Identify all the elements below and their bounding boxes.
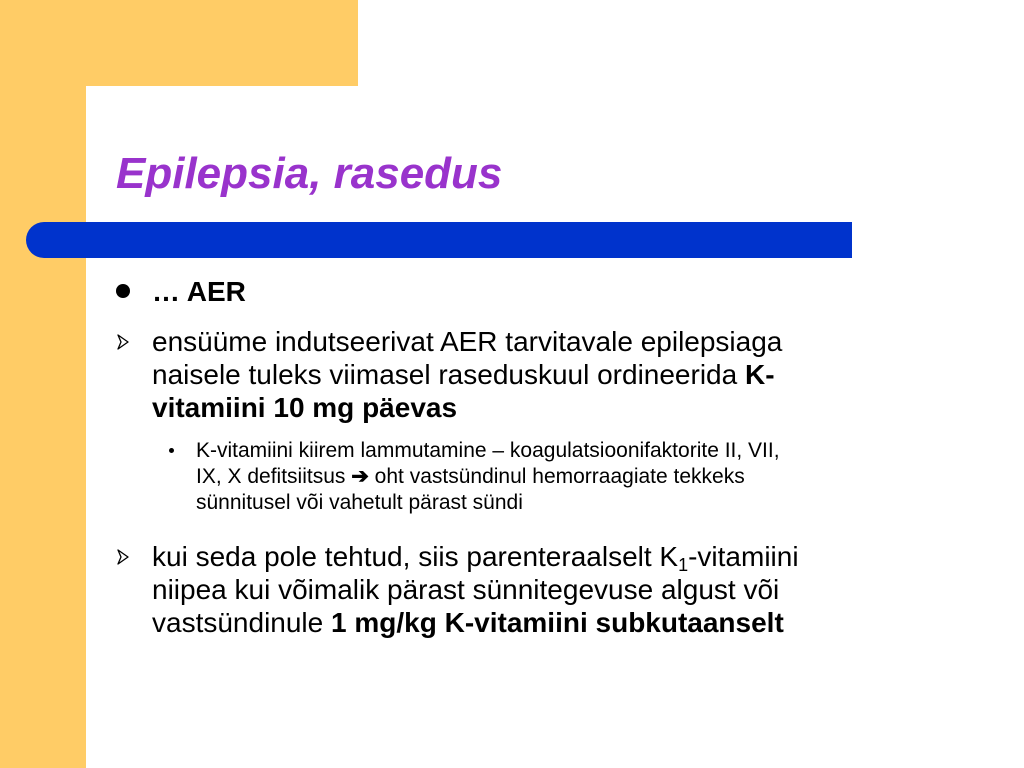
bullet-enzyme-line-2-bold: K- xyxy=(744,359,775,390)
bullet-enzyme-text xyxy=(152,325,972,424)
sub-bullet-line-3: sünnitusel või vahetult pärast sündi xyxy=(196,491,523,514)
bullet-parenteral-line-1-a: kui seda pole tehtud, siis parenteraalselt K xyxy=(152,541,679,572)
bullet-enzyme-line-3: vitamiini 10 mg päevas xyxy=(152,392,458,423)
arrowhead-bullet-icon xyxy=(115,334,131,350)
bullet-enzyme-line-2 xyxy=(152,358,972,391)
sub-bullet-line-1: K-vitamiini kiirem lammutamine – koagulatsioonifaktorite II, VII, xyxy=(196,439,780,462)
slide-title: Epilepsia, rasedus xyxy=(116,149,503,198)
arrowhead-bullet-icon xyxy=(115,549,131,565)
sub-bullet-vitamin-text xyxy=(196,438,996,516)
sub-bullet-line-2 xyxy=(196,464,996,490)
bullet-enzyme-line-2-normal: naisele tuleks viimasel raseduskuul ordineerida xyxy=(152,359,745,390)
bullet-parenteral-line-3 xyxy=(152,606,972,639)
sub-bullet-line-2-a: IX, X defitsiitsus xyxy=(196,465,352,488)
bullet-parenteral-line-3-normal: vastsündinule xyxy=(152,607,332,638)
small-bullet-dot-icon xyxy=(169,448,174,453)
subscript-one: 1 xyxy=(678,555,689,575)
bullet-parenteral-text xyxy=(152,540,972,639)
sub-bullet-line-2-b: oht vastsündinul hemorraagiate tekkeks xyxy=(368,465,745,488)
bullet-dot-icon xyxy=(116,284,130,298)
bullet-parenteral-line-3-bold: 1 mg/kg K-vitamiini subkutaanselt xyxy=(331,607,784,638)
bullet-aer-text: … AER xyxy=(152,276,246,307)
bullet-parenteral-line-2: niipea kui võimalik pärast sünnitegevuse algust või xyxy=(152,574,780,605)
bullet-enzyme-line-1: ensüüme indutseerivat AER tarvitavale epilepsiaga xyxy=(152,326,783,357)
bullet-aer xyxy=(152,275,246,308)
bullet-parenteral-line-1-b: -vitamiini xyxy=(688,541,799,572)
bullet-parenteral-line-1 xyxy=(152,540,972,573)
bold-right-arrow-icon: ➔ xyxy=(351,465,369,488)
